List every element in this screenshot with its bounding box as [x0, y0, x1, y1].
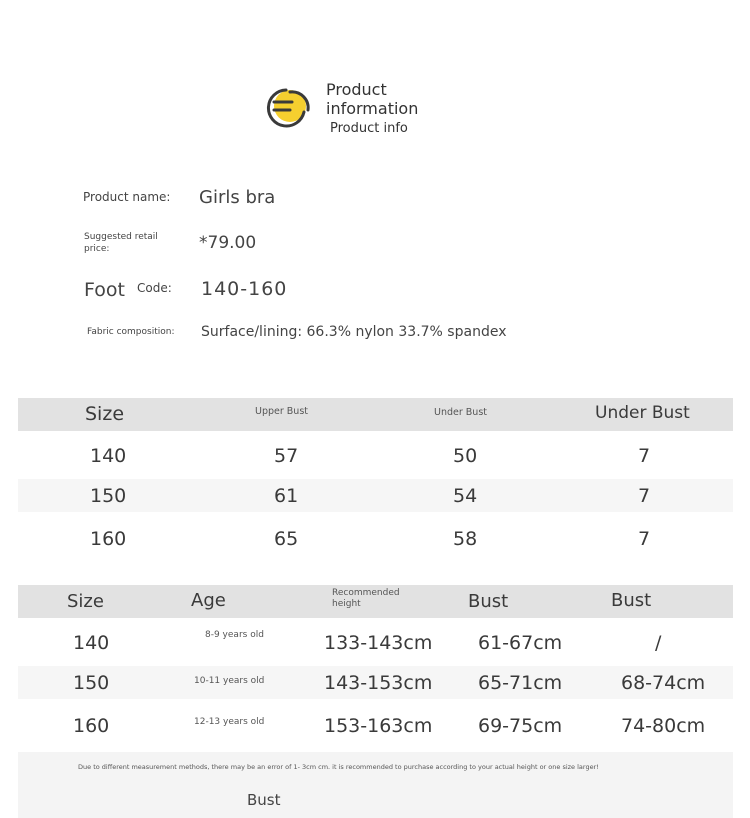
table-cell: 69-75cm: [478, 715, 563, 737]
code-label-foot: Foot: [84, 279, 125, 301]
fabric-label: Fabric composition:: [87, 327, 175, 337]
header-under-bust-diff: Under Bust: [595, 403, 690, 423]
header-under-bust: Under Bust: [434, 407, 487, 418]
table-cell: 61: [274, 485, 299, 507]
header-bust: Bust: [468, 591, 509, 612]
table-cell: 65: [274, 528, 299, 550]
fabric-value: Surface/lining: 66.3% nylon 33.7% spandex: [201, 324, 507, 340]
table-cell: 140: [90, 445, 127, 467]
price-label: Suggested retail price:: [84, 232, 158, 254]
product-name-label: Product name:: [83, 190, 171, 204]
table-cell: /: [655, 632, 662, 654]
header-age: Age: [191, 590, 226, 611]
header-recommended-height: Recommended height: [332, 588, 400, 609]
table-cell: 7: [638, 445, 651, 467]
header-bust-2: Bust: [611, 590, 652, 611]
table-cell: 150: [73, 672, 110, 694]
price-value: *79.00: [199, 233, 257, 253]
header-size: Size: [67, 591, 104, 612]
table-cell: 12-13 years old: [194, 717, 265, 727]
table-cell: 74-80cm: [621, 715, 706, 737]
table-cell: 153-163cm: [324, 715, 433, 737]
table-cell: 140: [73, 632, 110, 654]
table-cell: 68-74cm: [621, 672, 706, 694]
product-name-value: Girls bra: [199, 187, 276, 208]
note-box: [18, 752, 733, 818]
product-info-icon: [264, 86, 312, 130]
table-cell: 143-153cm: [324, 672, 433, 694]
table-cell: 65-71cm: [478, 672, 563, 694]
table-cell: 7: [638, 528, 651, 550]
table-cell: 54: [453, 485, 478, 507]
note-bust-label: Bust: [247, 791, 281, 809]
table-cell: 57: [274, 445, 299, 467]
code-label: Code:: [137, 281, 172, 295]
table-cell: 58: [453, 528, 478, 550]
table-cell: 50: [453, 445, 478, 467]
table-cell: 8-9 years old: [205, 630, 264, 640]
table-cell: 133-143cm: [324, 632, 433, 654]
measurement-note: Due to different measurement methods, there may be an error of 1- 3cm cm. it is recommended to purchase according to your actual height or one size larger!: [78, 763, 599, 771]
header-upper-bust: Upper Bust: [255, 406, 308, 417]
header-size: Size: [85, 403, 125, 425]
table-cell: 160: [90, 528, 127, 550]
table-cell: 150: [90, 485, 127, 507]
page-title: Product information: [326, 80, 419, 118]
table-cell: 61-67cm: [478, 632, 563, 654]
table-cell: 160: [73, 715, 110, 737]
code-value: 140-160: [201, 278, 288, 300]
page-subtitle: Product info: [330, 121, 408, 136]
table-cell: 10-11 years old: [194, 676, 265, 686]
table-cell: 7: [638, 485, 651, 507]
